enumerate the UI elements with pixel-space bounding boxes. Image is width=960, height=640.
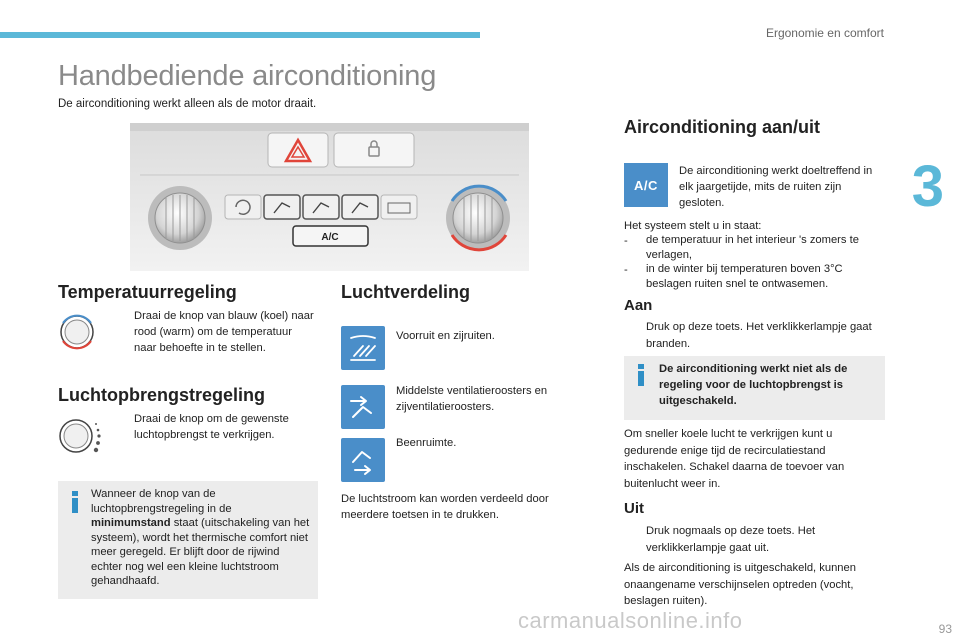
distribution-item-vents: Middelste ventilatieroosters en zijventilatieroosters.: [396, 385, 548, 413]
info-icon: [638, 364, 644, 386]
heading-distribution: Luchtverdeling: [341, 282, 471, 302]
panel-ac-label: A/C: [321, 232, 339, 243]
chapter-number: 3: [911, 154, 944, 219]
ac-lead: Het systeem stelt u in staat:: [624, 220, 762, 232]
heading-temperature: Temperatuurregeling: [58, 282, 237, 302]
ac-button-icon: A/C: [624, 163, 668, 207]
info-icon: [72, 491, 78, 513]
ac-list-item-1: de temperatuur in het interieur 's zomers te verlagen,: [646, 234, 859, 261]
ac-intro: De airconditioning werkt doeltreffend in elk jaargetijde, mits de ruiten zijn gesloten.: [679, 165, 873, 209]
ac-on-text: Druk op deze toets. Het verklikkerlampje gaat branden.: [646, 321, 872, 350]
heading-ac-off: Uit: [624, 500, 644, 517]
airflow-knob-icon: [58, 416, 104, 461]
info-box-ac: [624, 356, 885, 420]
heading-ac: Airconditioning aan/uit: [624, 117, 820, 137]
page-subtitle: De airconditioning werkt alleen als de motor draait.: [58, 98, 317, 110]
distribution-item-windscreen: Voorruit en zijruiten.: [396, 330, 495, 342]
dash-marker: -: [624, 235, 628, 247]
airflow-text: Draai de knop om de gewenste luchtopbrengst te verkrijgen.: [134, 413, 289, 441]
ac-off-note: Als de airconditioning is uitgeschakeld, kunnen onaangename verschijnselen optreden (vocht, beslagen ruiten).: [624, 562, 856, 607]
temperature-knob-icon: [58, 313, 96, 356]
heading-airflow: Luchtopbrengstregeling: [58, 385, 265, 405]
vents-distribution-icon: [341, 385, 385, 429]
section-title: Ergonomie en comfort: [765, 26, 884, 40]
heading-ac-on: Aan: [624, 297, 653, 314]
info-minimum-text: Wanneer de knop van de luchtopbrengstregeling in de minimumstand staat (uitschakeling van het systeem), wordt het thermische comfort niet meer geregeld. Er blijft door de rijwind echter nog wel een kleine luchtstroom gehandhaafd.: [91, 488, 310, 587]
distribution-item-footwell: Beenruimte.: [396, 437, 457, 449]
temperature-text: Draai de knop van blauw (koel) naar rood (warm) om de temperatuur naar behoefte in te stellen.: [134, 310, 314, 354]
ac-list-item-2: in de winter bij temperaturen boven 3°C beslagen ruiten snel te ontwasemen.: [646, 263, 843, 290]
info-ac-text: De airconditioning werkt niet als de regeling voor de luchtopbrengst is uitgeschakeld.: [659, 363, 848, 407]
distribution-note: De luchtstroom kan worden verdeeld door meerdere toetsen in te drukken.: [341, 493, 549, 521]
control-panel-drawing: [130, 123, 529, 271]
control-panel-illustration: [130, 123, 529, 271]
windscreen-distribution-icon: [341, 326, 385, 370]
info-box-minimum: [58, 481, 318, 599]
watermark: carmanualsonline.info: [518, 608, 743, 633]
page-title: Handbediende airconditioning: [58, 60, 437, 92]
ac-recirc-text: Om sneller koele lucht te verkrijgen kunt u gedurende enige tijd de recirculatiestand inschakelen. Schakel daarna de toevoer van buitenlucht weer in.: [624, 428, 845, 490]
ac-off-text: Druk nogmaals op deze toets. Het verklikkerlampje gaat uit.: [646, 525, 816, 554]
header-accent-bar: [0, 32, 480, 38]
footwell-distribution-icon: [341, 438, 385, 482]
dash-marker: -: [624, 264, 628, 276]
page-number: 93: [938, 622, 952, 636]
